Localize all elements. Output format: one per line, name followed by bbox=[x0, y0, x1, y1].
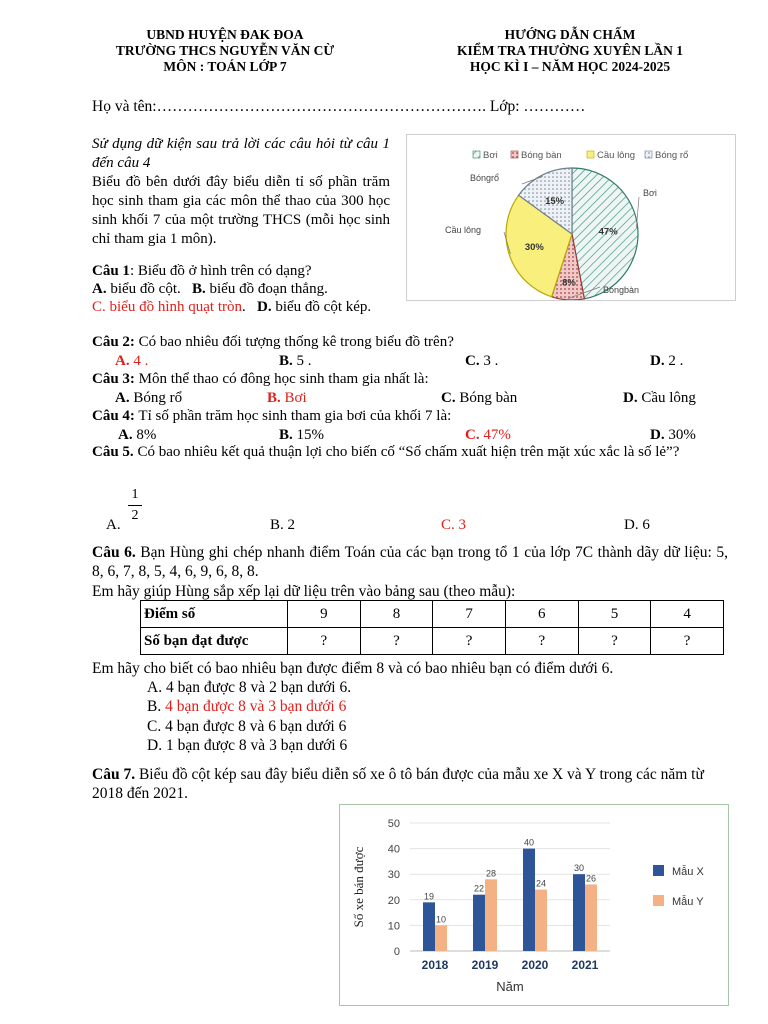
q7-text: Biểu đồ cột kép sau đây biểu diễn số xe ô tô bán được của mẫu xe X và Y trong các năm từ 2018 đến 2021. bbox=[92, 766, 704, 802]
intro-block bbox=[92, 135, 390, 249]
district-name: UBND HUYỆN ĐAK ĐOA bbox=[146, 27, 304, 42]
intro-instruction: Sử dụng dữ kiện sau trả lời các câu hỏi từ câu 1 đến câu 4 bbox=[92, 136, 390, 171]
q2-option-d: D. 2 . bbox=[650, 353, 684, 369]
q5-option-c: C. 3 bbox=[441, 517, 467, 533]
q1-a-key: A. bbox=[92, 281, 107, 297]
exam-title: KIỂM TRA THƯỜNG XUYÊN LẦN 1 bbox=[457, 43, 683, 58]
bar-y-tick-label: 40 bbox=[387, 843, 400, 856]
q2-option-c: C. 3 . bbox=[465, 353, 499, 369]
pie-callout-label: Cầu lông bbox=[444, 225, 481, 235]
table-cell: ? bbox=[651, 628, 724, 655]
table-cell: 8 bbox=[360, 601, 433, 628]
table-cell: ? bbox=[505, 628, 578, 655]
q1-d-text: biểu đồ cột kép. bbox=[271, 299, 372, 315]
school-header bbox=[80, 27, 370, 75]
q6-option-c: C. 4 bạn được 8 và 6 bạn dưới 6 bbox=[147, 718, 347, 735]
q6-question: Em hãy cho biết có bao nhiêu bạn được điểm 8 và có bao nhiêu bạn có điểm dưới 6. bbox=[92, 660, 614, 677]
q1-b-key: B. bbox=[192, 281, 206, 297]
pie-callout-label: Bóngbàn bbox=[603, 285, 640, 295]
q3-text: Môn thể thao có đông học sinh tham gia nhất là: bbox=[134, 371, 429, 387]
q2-text: Có bao nhiêu đối tượng thống kê trong biểu đồ trên? bbox=[134, 334, 454, 350]
bar-x bbox=[423, 902, 435, 951]
q4-label: Câu 4: bbox=[92, 408, 135, 424]
bar-y-tick-label: 10 bbox=[387, 920, 400, 933]
bar-y bbox=[435, 925, 447, 951]
question-2 bbox=[92, 333, 454, 352]
bar-data-label: 22 bbox=[473, 883, 485, 894]
pie-legend-label: Bóng rổ bbox=[655, 150, 689, 161]
q1-label: Câu 1 bbox=[92, 263, 130, 279]
q3-option-c: C. Bóng bàn bbox=[441, 390, 518, 406]
question-7 bbox=[92, 765, 728, 803]
q2-option-b: B. 5 . bbox=[279, 353, 312, 369]
bar-x-axis-label: Năm bbox=[496, 979, 524, 994]
pie-data-label: 47% bbox=[598, 226, 618, 238]
bar-data-label: 28 bbox=[485, 868, 497, 879]
bar-data-label: 24 bbox=[535, 878, 547, 889]
bar-y bbox=[485, 879, 497, 951]
q6-instruction: Em hãy giúp Hùng sắp xếp lại dữ liệu trên vào bảng sau (theo mẫu): bbox=[92, 583, 516, 600]
table-row bbox=[141, 601, 724, 628]
q1-c-tail: . bbox=[242, 299, 246, 315]
bar-x bbox=[523, 849, 535, 951]
bar-y-tick-label: 50 bbox=[387, 818, 400, 830]
q1-b-text: biểu đồ đoạn thẳng. bbox=[205, 281, 328, 297]
pie-legend-swatch bbox=[587, 151, 594, 158]
school-name: TRƯỜNG THCS NGUYỄN VĂN CỪ bbox=[115, 43, 335, 58]
bar-x bbox=[473, 895, 485, 951]
pie-legend-swatch bbox=[473, 151, 480, 158]
pie-data-label: 8% bbox=[562, 277, 576, 289]
bar-y-tick-label: 20 bbox=[387, 894, 400, 907]
student-info-line: Họ và tên:………………………………………………………. Lớp: ………… bbox=[92, 98, 586, 115]
pie-legend-swatch bbox=[511, 151, 518, 158]
pie-chart bbox=[406, 134, 736, 301]
question-6 bbox=[92, 543, 728, 581]
bar-x-tick-label: 2019 bbox=[471, 958, 499, 972]
q4-option-b: B. 15% bbox=[279, 427, 325, 443]
pie-callout-label: Bóngrổ bbox=[469, 173, 499, 183]
question-3 bbox=[92, 370, 429, 389]
q5-label: Câu 5. bbox=[92, 444, 134, 460]
q1-a-text: biểu đồ cột. bbox=[106, 281, 181, 297]
bar-y bbox=[535, 890, 547, 951]
pie-callout-label: Bơi bbox=[643, 188, 657, 198]
intro-description: Biểu đồ bên dưới đây biểu diễn tỉ số phần trăm học sinh tham gia các môn thể thao của 300 học sinh khối 7 của một trường THCS (mỗi học sinh chỉ tham gia 1 môn). bbox=[92, 174, 390, 247]
q1-d-key: D. bbox=[257, 299, 272, 315]
table-cell: ? bbox=[578, 628, 651, 655]
q3-option-a: A. Bóng rổ bbox=[115, 390, 183, 406]
q6-option-d: D. 1 bạn được 8 và 3 bạn dưới 6 bbox=[147, 737, 348, 754]
q1-c-option: C. biểu đồ hình quạt tròn bbox=[92, 299, 242, 315]
q6-label: Câu 6. bbox=[92, 544, 136, 561]
doc-title: HƯỚNG DẪN CHẤM bbox=[504, 27, 636, 42]
q5-option-a: A. bbox=[106, 517, 121, 533]
bar-legend-label: Mẫu Y bbox=[672, 896, 704, 908]
score-table bbox=[140, 600, 724, 655]
q4-option-d: D. 30% bbox=[650, 427, 696, 443]
table-header-score: Điểm số bbox=[141, 601, 288, 628]
table-cell: 9 bbox=[288, 601, 361, 628]
bar-y-axis-label: Số xe bán được bbox=[351, 846, 366, 928]
term-title: HỌC KÌ I – NĂM HỌC 2024-2025 bbox=[469, 59, 671, 74]
q6-option-b: B. 4 bạn được 8 và 3 bạn dưới 6 bbox=[147, 698, 347, 715]
q5-option-b: B. 2 bbox=[270, 517, 296, 533]
table-row bbox=[141, 628, 724, 655]
q2-option-a: A. 4 . bbox=[115, 353, 149, 369]
table-cell: 4 bbox=[651, 601, 724, 628]
bar-legend-swatch bbox=[653, 865, 664, 876]
question-5 bbox=[92, 443, 728, 461]
bar-legend-label: Mẫu X bbox=[672, 866, 704, 878]
bar-data-label: 30 bbox=[573, 863, 585, 874]
q4-option-a: A. 8% bbox=[118, 427, 157, 443]
q7-label: Câu 7. bbox=[92, 766, 136, 783]
bar-x-tick-label: 2020 bbox=[521, 958, 549, 972]
bar-x bbox=[573, 874, 585, 951]
q3-option-d: D. Cầu lông bbox=[623, 390, 696, 406]
bar-x-tick-label: 2018 bbox=[421, 958, 449, 972]
table-cell: 5 bbox=[578, 601, 651, 628]
q4-text: Tỉ số phần trăm học sinh tham gia bơi của khối 7 là: bbox=[134, 408, 452, 424]
bar-data-label: 40 bbox=[523, 837, 535, 848]
pie-legend-label: Bơi bbox=[483, 150, 498, 161]
exam-header bbox=[425, 27, 715, 75]
pie-legend-label: Cầu lông bbox=[597, 150, 636, 161]
bar-chart bbox=[339, 804, 729, 1006]
table-cell: ? bbox=[360, 628, 433, 655]
q3-option-b: B. Bơi bbox=[267, 390, 307, 406]
pie-chart-svg bbox=[407, 135, 735, 300]
bar-y bbox=[585, 884, 597, 951]
bar-data-label: 26 bbox=[585, 873, 597, 884]
q5-fraction bbox=[128, 487, 142, 524]
pie-legend-label: Bóng bàn bbox=[521, 150, 562, 161]
subject-name: MÔN : TOÁN LỚP 7 bbox=[163, 59, 287, 74]
table-header-count: Số bạn đạt được bbox=[141, 628, 288, 655]
bar-legend-swatch bbox=[653, 895, 664, 906]
bar-chart-svg bbox=[340, 805, 728, 1005]
pie-data-label: 15% bbox=[545, 195, 565, 207]
q5-text: Có bao nhiêu kết quả thuận lợi cho biến cố “Số chấm xuất hiện trên mặt xúc xắc là số lẻ”? bbox=[133, 444, 680, 460]
q2-label: Câu 2: bbox=[92, 334, 135, 350]
fraction-denominator: 2 bbox=[131, 508, 139, 523]
q6-option-a: A. 4 bạn được 8 và 2 bạn dưới 6. bbox=[147, 679, 352, 696]
question-4 bbox=[92, 407, 451, 426]
bar-data-label: 10 bbox=[435, 914, 447, 925]
bar-x-tick-label: 2021 bbox=[571, 958, 599, 972]
q5-option-d: D. 6 bbox=[624, 517, 650, 533]
question-1 bbox=[92, 262, 390, 316]
table-cell: 6 bbox=[505, 601, 578, 628]
table-cell: ? bbox=[288, 628, 361, 655]
bar-y-tick-label: 30 bbox=[387, 869, 400, 882]
pie-legend-swatch bbox=[645, 151, 652, 158]
bar-y-tick-label: 0 bbox=[393, 946, 400, 958]
table-cell: ? bbox=[433, 628, 506, 655]
table-cell: 7 bbox=[433, 601, 506, 628]
q3-label: Câu 3: bbox=[92, 371, 135, 387]
bar-data-label: 19 bbox=[423, 891, 435, 902]
fraction-numerator: 1 bbox=[131, 487, 139, 502]
q4-option-c: C. 47% bbox=[465, 427, 511, 443]
pie-data-label: 30% bbox=[524, 242, 544, 254]
q6-text: Bạn Hùng ghi chép nhanh điểm Toán của các bạn trong tổ 1 của lớp 7C thành dãy dữ liệu: 5, 8, 6, 7, 8, 5, 4, 6, 9, 6, 8, 8. bbox=[92, 544, 728, 580]
q1-text: : Biểu đồ ở hình trên có dạng? bbox=[129, 263, 312, 279]
